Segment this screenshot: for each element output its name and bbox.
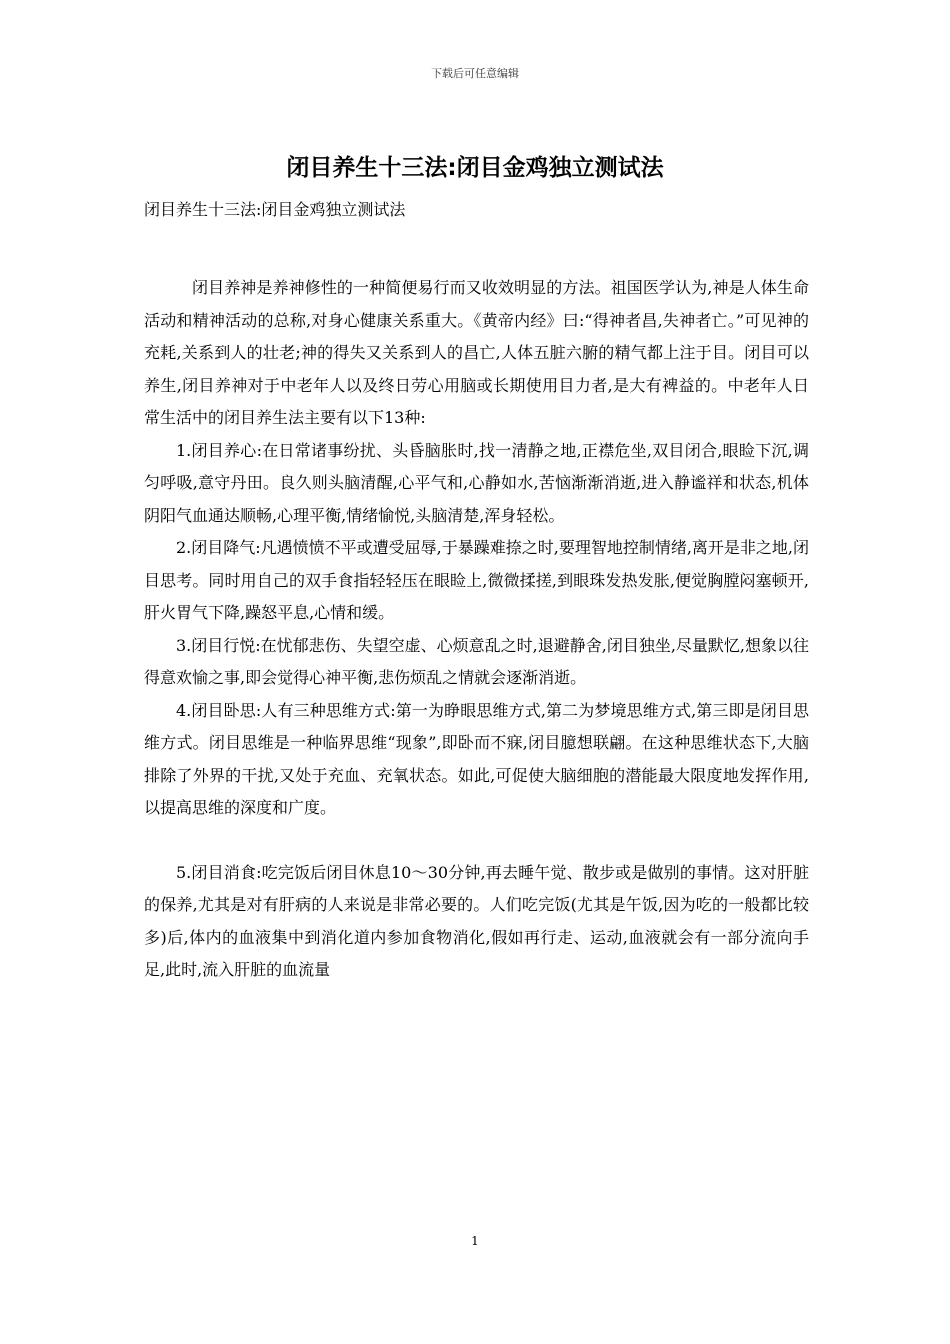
paragraph-intro: 闭目养神是养神修性的一种简便易行而又收效明显的方法。祖国医学认为,神是人体生命活动和精神活动的总称,对身心健康关系重大。《黄帝内经》曰:“得神者昌,失神者亡。”可见神的充耗,关系到人的壮老;神的得失又关系到人的昌亡,人体五脏六腑的精气都上注于目。闭目可以养生,闭目养神对于中老年人以及终日劳心用脑或长期使用目力者,是大有裨益的。中老年人日常生活中的闭目养生法主要有以下13种: xyxy=(144,278,809,427)
page-header-note: 下载后可任意编辑 xyxy=(431,67,519,80)
paragraph-method-1: 1.闭目养心:在日常诸事纷扰、头昏脑胀时,找一清静之地,正襟危坐,双目闭合,眼睑下沉,调匀呼吸,意守丹田。良久则头脑清醒,心平气和,心静如水,苦恼渐渐消逝,进入静谧祥和状态,机体阴阳气血通达顺畅,心理平衡,情绪愉悦,头脑清楚,浑身轻松。 xyxy=(144,440,809,525)
paragraph-method-4: 4.闭目卧思:人有三种思维方式:第一为睁眼思维方式,第二为梦境思维方式,第三即是闭目思维方式。闭目思维是一种临界思维“现象”,即卧而不寐,闭目臆想联翩。在这种思维状态下,大脑排除了外界的干扰,又处于充血、充氧状态。如此,可促使大脑细胞的潜能最大限度地发挥作用,以提高思维的深度和广度。 xyxy=(144,700,809,817)
document-title: 闭目养生十三法:闭目金鸡独立测试法 xyxy=(286,155,664,181)
paragraph-method-2: 2.闭目降气:凡遇愤愤不平或遭受屈辱,于暴躁难捺之时,要理智地控制情绪,离开是非之地,闭目思考。同时用自己的双手食指轻轻压在眼睑上,微微揉搓,到眼珠发热发胀,便觉胸膛闷塞顿开,肝火胃气下降,躁怒平息,心情和缓。 xyxy=(144,538,810,622)
document-body xyxy=(144,272,809,987)
paragraph-method-3: 3.闭目行悦:在忧郁悲伤、失望空虚、心烦意乱之时,退避静舍,闭目独坐,尽量默忆,想象以往得意欢愉之事,即会觉得心神平衡,悲伤烦乱之情就会逐渐消逝。 xyxy=(144,635,810,687)
page-number: 1 xyxy=(471,1234,479,1248)
paragraph-method-5: 5.闭目消食:吃完饭后闭目休息10～30分钟,再去睡午觉、散步或是做别的事情。这对肝脏的保养,尤其是对有肝病的人来说是非常必要的。人们吃完饭(尤其是午饭,因为吃的一般都比较多)后,体内的血液集中到消化道内参加食物消化,假如再行走、运动,血液就会有一部分流向手足,此时,流入肝脏的血流量 xyxy=(144,862,809,979)
document-subtitle: 闭目养生十三法:闭目金鸡独立测试法 xyxy=(144,200,406,219)
